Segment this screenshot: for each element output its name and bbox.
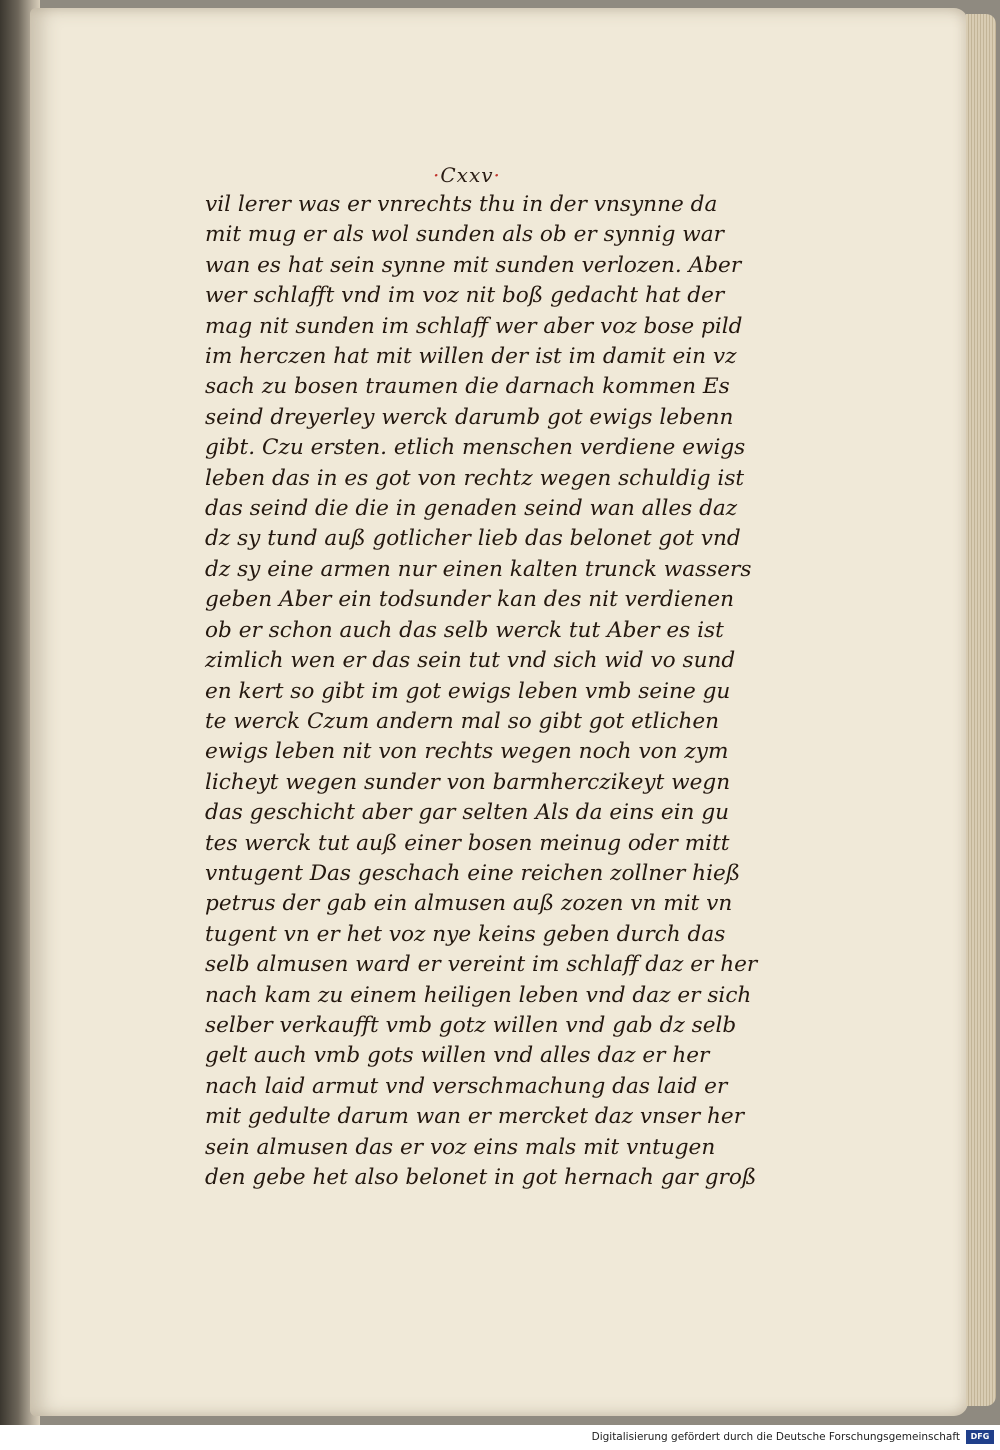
text-line: selb almusen ward er vereint im schlaff daz er her: [205, 952, 758, 978]
text-line: sach zu bosen traumen die darnach kommen Es: [205, 374, 730, 400]
folio-number: [433, 163, 501, 187]
folio-label: Cxxv: [440, 163, 494, 187]
text-line: geben Aber ein todsunder kan des nit verdienen: [205, 587, 735, 613]
folio-mark-right: ·: [493, 163, 501, 187]
text-line: selber verkaufft vmb gotz willen vnd gab dz selb: [205, 1012, 737, 1038]
folio-mark-left: ·: [433, 163, 441, 187]
text-line: seind dreyerley werck darumb got ewigs lebenn: [205, 404, 734, 430]
text-line: nach laid armut vnd verschmachung das laid er: [205, 1073, 728, 1099]
page-edges: [966, 14, 996, 1406]
dfg-logo: DFG: [966, 1430, 994, 1444]
footer-credit: Digitalisierung gefördert durch die Deutsche Forschungsgemeinschaft: [591, 1431, 960, 1443]
footer-bar: [0, 1425, 1000, 1450]
text-line: sein almusen das er voz eins mals mit vntugen: [205, 1134, 716, 1160]
page-text-block: [205, 190, 765, 1193]
text-line: zimlich wen er das sein tut vnd sich wid vo sund: [205, 648, 736, 674]
text-line: wan es hat sein synne mit sunden verlozen. Aber: [205, 252, 742, 278]
text-line: licheyt wegen sunder von barmherczikeyt wegn: [205, 769, 731, 795]
text-line: ewigs leben nit von rechts wegen noch von zym: [205, 739, 729, 765]
text-line: im herczen hat mit willen der ist im damit ein vz: [205, 344, 737, 370]
text-line: gibt. Czu ersten. etlich menschen verdiene ewigs: [205, 435, 746, 461]
text-line: vil lerer was er vnrechts thu in der vnsynne da: [205, 192, 718, 217]
text-line: mit gedulte darum wan er mercket daz vnser her: [205, 1104, 745, 1130]
text-line: vntugent Das geschach eine reichen zollner hieß: [205, 860, 741, 886]
text-line: petrus der gab ein almusen auß zozen vn mit vn: [205, 891, 733, 917]
text-line: ob er schon auch das selb werck tut Aber es ist: [205, 617, 724, 643]
text-line: dz sy eine armen nur einen kalten trunck wassers: [205, 556, 752, 582]
text-line: dz sy tund auß gotlicher lieb das belonet got vnd: [205, 526, 741, 552]
text-line: wer schlafft vnd im voz nit boß gedacht hat der: [205, 283, 725, 309]
text-line: nach kam zu einem heiligen leben vnd daz er sich: [205, 982, 752, 1008]
text-line: gelt auch vmb gots willen vnd alles daz er her: [205, 1043, 710, 1069]
text-line: en kert so gibt im got ewigs leben vmb seine gu: [205, 678, 731, 704]
text-line: tes werck tut auß einer bosen meinug oder mitt: [205, 830, 730, 856]
text-line: das geschicht aber gar selten Als da eins ein gu: [205, 800, 730, 826]
text-line: mit mug er als wol sunden als ob er synnig war: [205, 222, 724, 248]
text-line: das seind die die in genaden seind wan alles daz: [205, 496, 738, 522]
text-line: den gebe het also belonet in got hernach gar groß: [205, 1165, 757, 1190]
text-line: mag nit sunden im schlaff wer aber voz bose pild: [205, 313, 743, 339]
text-line: te werck Czum andern mal so gibt got etlichen: [205, 708, 720, 734]
text-line: leben das in es got von rechtz wegen schuldig ist: [205, 465, 745, 491]
text-line: tugent vn er het voz nye keins geben durch das: [205, 921, 726, 947]
